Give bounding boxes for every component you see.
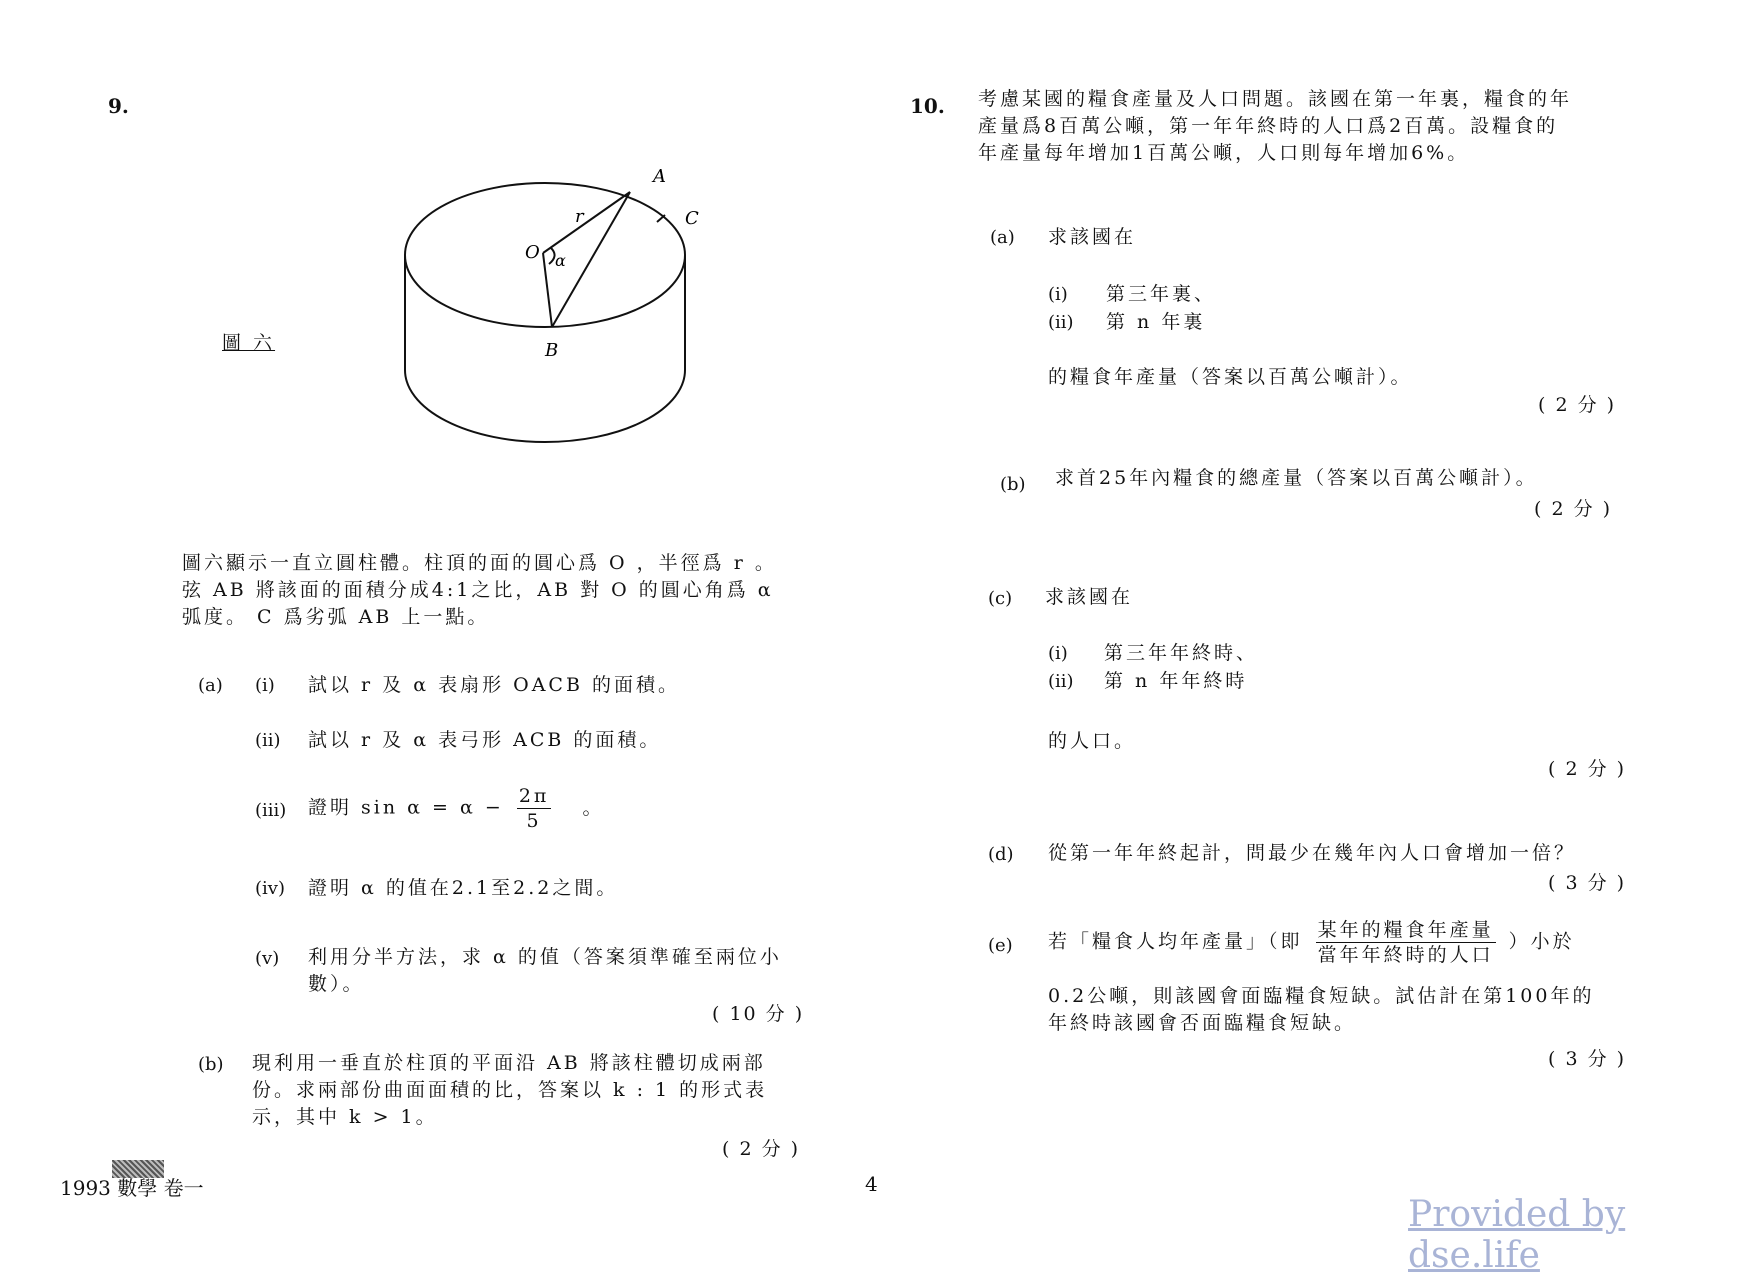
label-r: r — [575, 206, 584, 227]
q10a-ii-text: 第 n 年裏 — [1106, 311, 1206, 333]
q10c-label: (c) — [988, 588, 1013, 609]
q10a-tail: 的糧食年產量（答案以百萬公噸計）。 — [1048, 366, 1413, 388]
label-alpha: α — [555, 251, 566, 270]
fraction-numerator: 某年的糧食年產量 — [1317, 919, 1494, 941]
q9a-iii-text — [308, 784, 604, 833]
angle-alpha-arc — [549, 248, 555, 264]
label-b: B — [545, 340, 559, 361]
q10c-tail: 的人口。 — [1048, 730, 1137, 752]
q10a-ii-label: (ii) — [1048, 312, 1074, 333]
q10-intro-line-2: 產量爲8百萬公噸，第一年年終時的人口爲2百萬。設糧食的 — [978, 115, 1559, 137]
q10c-ii-text: 第 n 年年終時 — [1104, 670, 1248, 692]
q9a-ii-label: (ii) — [255, 730, 281, 751]
label-o: O — [525, 242, 540, 263]
q9a-marks: ( 10 分 ) — [712, 1003, 805, 1025]
q10a-i-text: 第三年裏、 — [1106, 283, 1217, 305]
q9a-v-line-1: 利用分半方法，求 α 的值（答案須準確至兩位小 — [308, 946, 782, 968]
q9-intro-line-1: 圖六顯示一直立圓柱體。柱頂的面的圓心爲 O ，半徑爲 r 。 — [182, 552, 777, 574]
q9b-label: (b) — [198, 1054, 224, 1075]
q9a-v-line-2: 數）。 — [308, 973, 365, 995]
q9b-text — [252, 1050, 767, 1131]
q10e-line-3: 年終時該國會否面臨糧食短缺。 — [1048, 1012, 1357, 1034]
fraction-food-per-capita — [1316, 918, 1496, 967]
q9b-marks: ( 2 分 ) — [722, 1138, 801, 1160]
q10c-marks: ( 2 分 ) — [1548, 758, 1627, 780]
figure-caption: 圖 六 — [222, 332, 276, 354]
label-a: A — [653, 166, 666, 187]
fraction-2pi-over-5 — [517, 784, 552, 833]
q9-intro — [182, 550, 777, 631]
q10c-i-text: 第三年年終時、 — [1104, 642, 1259, 664]
q10b-text: 求首25年內糧食的總產量（答案以百萬公噸計）。 — [1055, 467, 1538, 489]
q9-intro-line-3: 弧度。 C 爲劣弧 AB 上一點。 — [182, 606, 490, 628]
q10b-label: (b) — [1000, 474, 1026, 495]
q9-intro-line-2: 弦 AB 將該面的面積分成4:1之比，AB 對 O 的圓心角爲 α — [182, 579, 774, 601]
q10a-label: (a) — [990, 227, 1015, 248]
page-number: 4 — [865, 1172, 878, 1196]
q9a-i-text: 試以 r 及 α 表扇形 OACB 的面積。 — [308, 674, 680, 696]
question-9-number: 9. — [108, 94, 129, 118]
question-10-number: 10. — [910, 94, 945, 118]
fraction-denominator: 5 — [526, 810, 542, 832]
point-c-tick — [657, 215, 665, 222]
q10b-marks: ( 2 分 ) — [1534, 498, 1613, 520]
q9a-iii-suffix: 。 — [582, 796, 605, 819]
q9b-line-3: 示，其中 k > 1。 — [252, 1106, 438, 1128]
q10-intro-line-3: 年產量每年增加1百萬公噸，人口則每年增加6%。 — [978, 142, 1470, 164]
q9a-label: (a) — [198, 675, 223, 696]
q9a-iv-label: (iv) — [255, 878, 285, 899]
q10e-line-2: 0.2公噸，則該國會面臨糧食短缺。試估計在第100年的 — [1048, 985, 1595, 1007]
q9a-iii-label: (iii) — [255, 800, 287, 821]
q9a-iii-prefix: 證明 sin α = α − — [308, 796, 504, 819]
q10a-head: 求該國在 — [1048, 226, 1137, 248]
q10-intro-line-1: 考慮某國的糧食產量及人口問題。該國在第一年裏，糧食的年 — [978, 88, 1573, 110]
q10e-suffix: ）小於 — [1508, 930, 1575, 953]
q10e-label: (e) — [988, 935, 1013, 956]
exam-footer: 1993 數學 卷一 — [60, 1176, 204, 1200]
q9a-ii-text: 試以 r 及 α 表弓形 ACB 的面積。 — [308, 729, 662, 751]
label-c: C — [685, 208, 699, 229]
q10c-i-label: (i) — [1048, 643, 1068, 664]
cylinder-figure — [395, 160, 725, 470]
q10a-marks: ( 2 分 ) — [1538, 394, 1617, 416]
q10-intro — [978, 86, 1572, 167]
q9b-line-1: 現利用一垂直於柱頂的平面沿 AB 將該柱體切成兩部 — [252, 1052, 766, 1074]
q10e-prefix: 若「糧食人均年產量」（即 — [1048, 930, 1303, 953]
fraction-numerator: 2π — [518, 785, 550, 807]
watermark: Provided by dse.life — [1408, 1194, 1626, 1276]
q10e-line-1 — [1048, 918, 1575, 967]
radius-oa — [543, 192, 630, 253]
fraction-denominator: 當年年終時的人口 — [1317, 944, 1494, 966]
q10d-marks: ( 3 分 ) — [1548, 872, 1627, 894]
q9a-iv-text: 證明 α 的值在2.1至2.2之間。 — [308, 877, 619, 899]
cylinder-top-ellipse — [405, 183, 685, 327]
q10e-marks: ( 3 分 ) — [1548, 1048, 1627, 1070]
q10d-text: 從第一年年終起計，問最少在幾年內人口會增加一倍？ — [1048, 842, 1577, 864]
q9a-i-label: (i) — [255, 675, 275, 696]
q10c-ii-label: (ii) — [1048, 671, 1074, 692]
q10a-i-label: (i) — [1048, 284, 1068, 305]
q9a-v-text — [308, 944, 782, 998]
radius-ob — [543, 253, 552, 327]
q10c-head: 求該國在 — [1045, 586, 1134, 608]
q9b-line-2: 份。求兩部份曲面面積的比，答案以 k : 1 的形式表 — [252, 1079, 768, 1101]
q9a-v-label: (v) — [255, 948, 280, 969]
q10d-label: (d) — [988, 844, 1014, 865]
